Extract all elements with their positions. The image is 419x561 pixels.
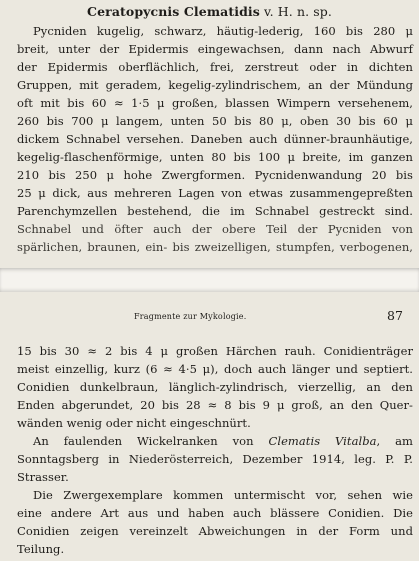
text-line: meist einzellig, kurz (6 ≈ 4·5 μ), doch auch länger und septiert. (17, 362, 413, 376)
text-line: 15 bis 30 ≈ 2 bis 4 μ großen Härchen rauh. Conidienträger (17, 344, 413, 358)
text-line: Strasser. (17, 470, 69, 484)
text-line: Parenchymzellen bestehend, die im Schnabel gestreckt sind. (17, 204, 413, 218)
text-line: breit, unter der Epidermis eingewachsen, dann nach Abwurf (17, 42, 413, 56)
text-run: , am (376, 434, 413, 448)
text-line: Enden abgerundet, 20 bis 28 ≈ 8 bis 9 μ groß, an den Quer- (17, 398, 413, 412)
text-line: Conidien dunkelbraun, länglich-zylindrisch, vierzellig, an den (17, 380, 413, 394)
text-line: 210 bis 250 μ hohe Zwergformen. Pycnidenwandung 20 bis (17, 168, 413, 182)
top-text-fragment (0, 0, 419, 268)
text-line: spärlichen, braunen, ein- bis zweizelligen, stumpfen, verbogenen, (17, 240, 413, 254)
text-line: Gruppen, mit geradem, kegelig-zylindrischem, an der Mündung (17, 78, 413, 92)
text-line: Conidien zeigen vereinzelt Abweichungen in der Form und (17, 524, 413, 538)
text-line: oft mit bis 60 ≈ 1·5 μ großen, blassen Wimpern versehenem, (17, 96, 413, 110)
text-line: kegelig-flaschenförmige, unten 80 bis 100 μ breite, im ganzen (17, 150, 413, 164)
species-heading (0, 4, 419, 19)
species-author: v. H. n. sp. (259, 4, 332, 19)
text-line: Sonntagsberg in Niederösterreich, Dezember 1914, leg. P. P. (17, 452, 413, 466)
text-line: wänden wenig oder nicht eingeschnürt. (17, 416, 251, 430)
text-line: der Epidermis oberflächlich, frei, zerstreut oder in dichten (17, 60, 413, 74)
fragment-divider (0, 268, 419, 292)
text-line: 260 bis 700 μ langem, unten 50 bis 80 μ, oben 30 bis 60 μ (17, 114, 413, 128)
species-name: Ceratopycnis Clematidis (87, 4, 260, 19)
text-line: Die Zwergexemplare kommen untermischt vor, sehen wie (33, 488, 413, 502)
text-line: 25 μ dick, aus mehreren Lagen von etwas zusammengepreßten (17, 186, 413, 200)
text-line: eine andere Art aus und haben auch blässere Conidien. Die (17, 506, 413, 520)
page-number: 87 (387, 308, 403, 323)
text-line: Pycniden kugelig, schwarz, häutig-lederig, 160 bis 280 μ (33, 24, 413, 38)
host-species: Clematis Vitalba (268, 434, 377, 448)
text-line: Schnabel und öfter auch der obere Teil der Pycniden von (17, 222, 413, 236)
text-run: An faulenden Wickelranken von (33, 434, 254, 448)
text-line: Teilung. (17, 542, 65, 556)
text-line (33, 432, 413, 450)
running-title: Fragmente zur Mykologie. (134, 312, 247, 321)
text-line: dickem Schnabel versehen. Daneben auch dünner-braunhäutige, (17, 132, 413, 146)
